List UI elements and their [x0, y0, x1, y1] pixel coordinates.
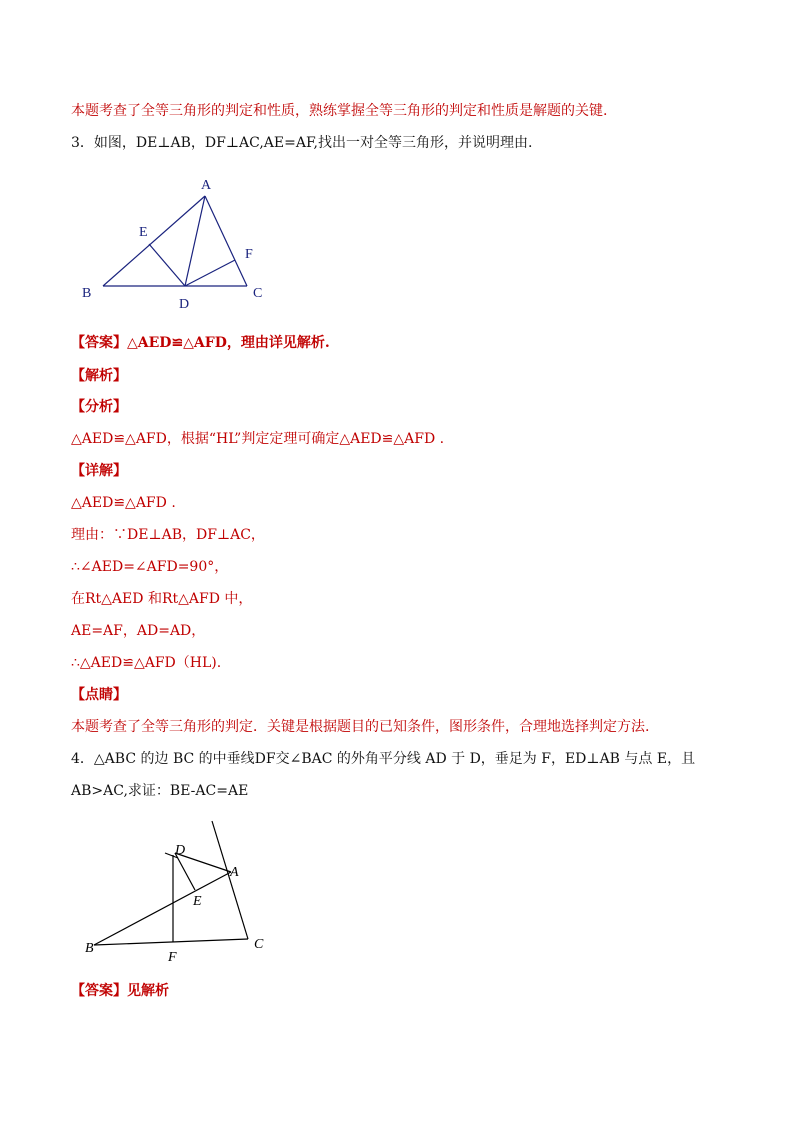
section-jiexi: 【解析】 — [71, 368, 127, 384]
label-b: B — [85, 941, 94, 956]
detail-line-3: ∴∠AED=∠AFD=90°， — [71, 559, 229, 575]
answer-line-2 — [71, 982, 169, 1000]
label-e: E — [193, 894, 202, 909]
label-e: E — [139, 225, 148, 240]
detail-line-6: ∴△AED≌△AFD（HL). — [71, 655, 222, 671]
segment-bc — [94, 939, 248, 945]
label-a: A — [230, 865, 239, 880]
label-b: B — [82, 286, 92, 301]
segment-de — [149, 244, 185, 286]
label-f: F — [168, 950, 177, 965]
detail-line-5: AE=AF，AD=AD， — [71, 623, 206, 639]
label-d: D — [179, 297, 190, 312]
question-4-line-1: 4．△ABC 的边 BC 的中垂线DF交∠BAC 的外角平分线 AD 于 D，垂足为 F，ED⊥AB 与点 E，且 — [71, 751, 696, 767]
answer-line — [71, 334, 330, 352]
label-f: F — [245, 247, 253, 262]
label-a: A — [201, 178, 212, 193]
detail-line-2: 理由：∵DE⊥AB，DF⊥AC， — [71, 527, 265, 543]
detail-line-1: △AED≌△AFD . — [71, 495, 176, 511]
answer-text-2: 【答案】见解析 — [71, 983, 169, 999]
comment-text: 本题考查了全等三角形的判定．关键是根据题目的已知条件，图形条件，合理地选择判定方法. — [71, 719, 650, 735]
question-4-line-2: AB>AC,求证：BE-AC=AE — [71, 783, 249, 799]
segment-df — [185, 260, 235, 286]
detail-line-4: 在Rt△AED 和Rt△AFD 中， — [71, 591, 253, 607]
label-d: D — [175, 843, 186, 858]
segment-ba — [94, 872, 231, 945]
line-ac-extended — [212, 821, 248, 939]
segment-ad — [185, 196, 205, 286]
section-fenxi: 【分析】 — [71, 399, 127, 415]
label-c: C — [253, 286, 263, 301]
answer-text: 【答案】△AED≌△AFD，理由详见解析. — [71, 335, 330, 351]
analysis-text: △AED≌△AFD，根据“HL”判定定理可确定△AED≌△AFD . — [71, 431, 445, 447]
section-xiangjie: 【详解】 — [71, 463, 127, 479]
figure-triangle-abc — [75, 172, 275, 317]
label-c: C — [254, 937, 264, 952]
section-dianjing: 【点睛】 — [71, 687, 127, 703]
segment-ab — [103, 196, 205, 286]
figure-triangle-abc-2 — [80, 815, 280, 965]
question-3: 3．如图，DE⊥AB，DF⊥AC,AE=AF,找出一对全等三角形，并说明理由. — [71, 135, 533, 151]
text-line: 本题考查了全等三角形的判定和性质，熟练掌握全等三角形的判定和性质是解题的关键. — [71, 103, 608, 119]
